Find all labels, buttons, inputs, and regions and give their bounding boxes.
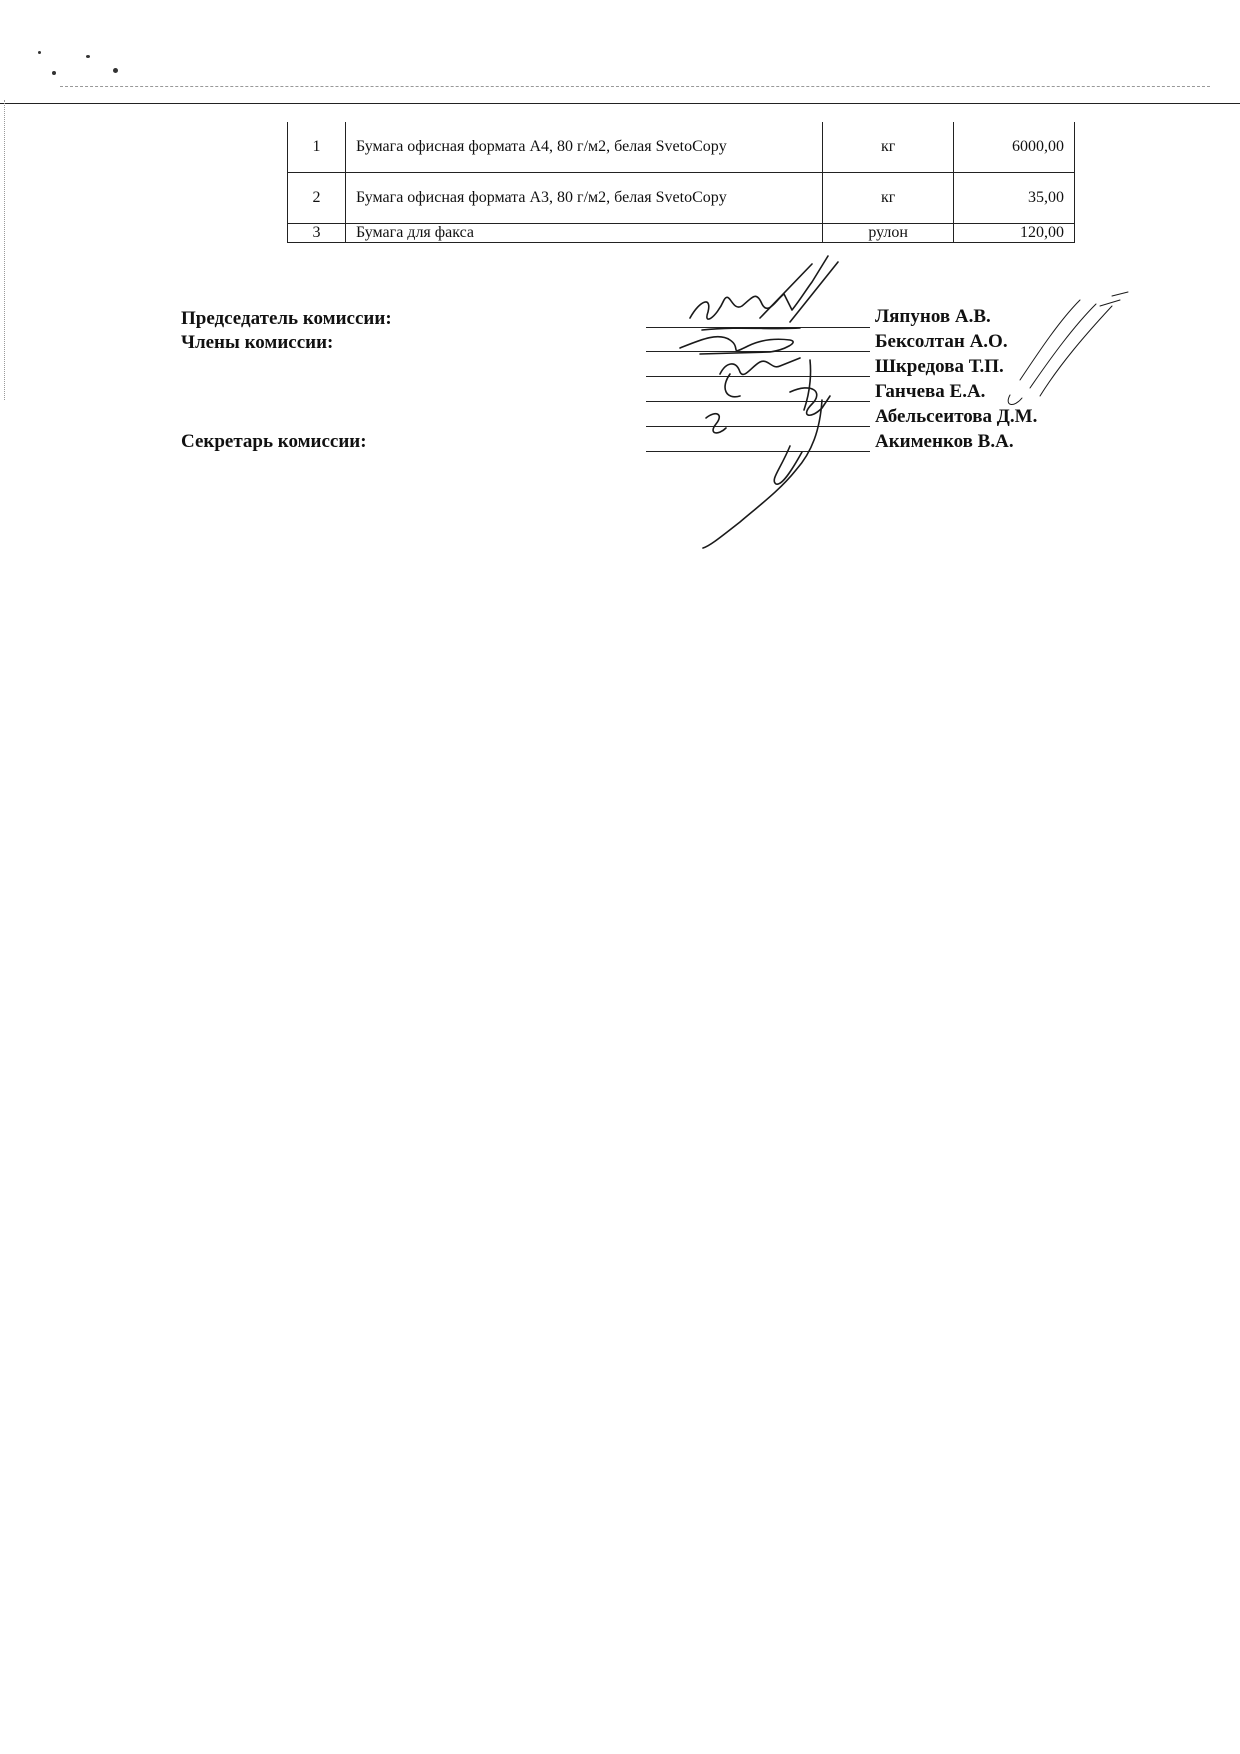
signer-name: Шкредова Т.П. [875, 356, 1004, 377]
scan-speck [113, 68, 118, 73]
item-unit: рулон [823, 224, 954, 243]
item-name: Бумага офисная формата А4, 80 г/м2, белая SvetoCopy [345, 122, 822, 173]
row-number: 3 [288, 224, 346, 243]
signer-name: Ганчева Е.А. [875, 381, 986, 402]
scan-speck [52, 71, 56, 75]
item-quantity: 120,00 [954, 224, 1075, 243]
scan-speck [86, 55, 90, 58]
row-number: 1 [288, 122, 346, 173]
table-row [288, 224, 1075, 243]
item-unit: кг [823, 122, 954, 173]
signature-stroke [1008, 395, 1022, 404]
item-unit: кг [823, 173, 954, 224]
signature-stroke [760, 262, 838, 322]
item-name: Бумага офисная формата А3, 80 г/м2, белая SvetoCopy [345, 173, 822, 224]
signature-stroke [725, 374, 740, 397]
signature-stroke [702, 328, 800, 330]
row-number: 2 [288, 173, 346, 224]
signature-stroke [1100, 292, 1128, 306]
signature-stroke [1020, 300, 1112, 396]
chairman-label: Председатель комиссии: [181, 308, 392, 329]
signature-line [646, 426, 870, 427]
signer-name: Бексолтан А.О. [875, 331, 1008, 352]
signature-stroke [720, 358, 800, 374]
signature-stroke [804, 360, 811, 410]
items-table [287, 122, 1075, 243]
item-quantity: 35,00 [954, 173, 1075, 224]
item-name: Бумага для факса [345, 224, 822, 243]
signature-line [646, 327, 870, 328]
signature-stroke [706, 414, 726, 433]
scan-artifact-dashes [60, 86, 1210, 87]
signature-line [646, 376, 870, 377]
signature-stroke [703, 400, 822, 548]
scan-artifact-line [0, 103, 1240, 104]
scan-speck [38, 51, 41, 54]
table-row [288, 122, 1075, 173]
signer-name: Ляпунов А.В. [875, 306, 991, 327]
signature-stroke [690, 256, 828, 319]
table-row [288, 173, 1075, 224]
members-label: Члены комиссии: [181, 332, 334, 353]
scan-artifact-edge [4, 100, 5, 400]
secretary-label: Секретарь комиссии: [181, 431, 367, 452]
item-quantity: 6000,00 [954, 122, 1075, 173]
signer-name: Акименков В.А. [875, 431, 1014, 452]
signature-line [646, 351, 870, 352]
signer-name: Абельсеитова Д.М. [875, 406, 1038, 427]
signature-line [646, 401, 870, 402]
signature-line [646, 451, 870, 452]
